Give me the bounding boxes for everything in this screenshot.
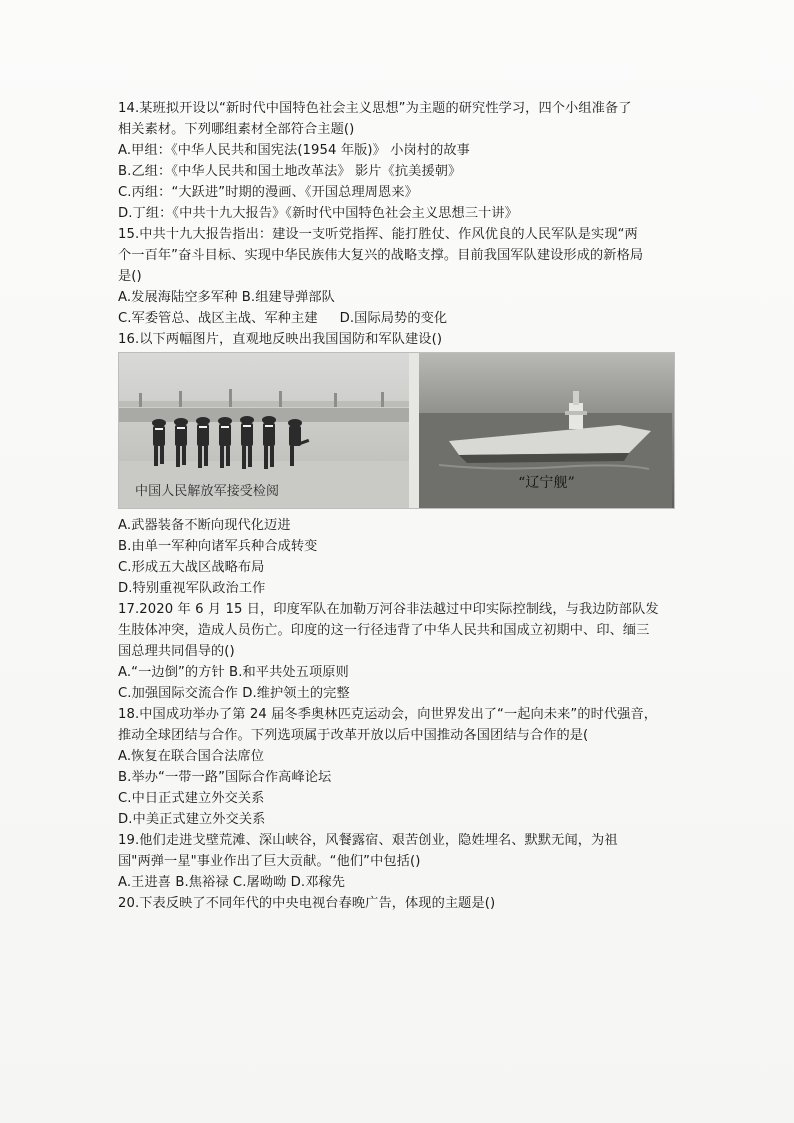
q14-option-a: A.甲组：《中华人民共和国宪法(1954 年版)》 小岗村的故事 bbox=[118, 143, 470, 158]
question-14 bbox=[118, 98, 678, 224]
q16-option-a: A.武器装备不断向现代化迈进 bbox=[118, 518, 291, 533]
q14-stem-line-2: 相关素材。下列哪组素材全部符合主题() bbox=[118, 122, 355, 137]
q16-stem: 16.以下两幅图片，直观地反映出我国国防和军队建设() bbox=[118, 332, 443, 347]
q18-stem-line-2: 推动全球团结与合作。下列选项属于改革开放以后中国推动各国团结与合作的是( bbox=[118, 728, 589, 743]
question-18 bbox=[118, 704, 678, 830]
q18-option-c: C.中日正式建立外交关系 bbox=[118, 791, 265, 806]
q18-option-b: B.举办“一带一路”国际合作高峰论坛 bbox=[118, 770, 332, 785]
q19-stem-line-1: 19.他们走进戈壁荒滩、深山峡谷，风餐露宿、艰苦创业，隐姓埋名、默默无闻，为祖 bbox=[118, 833, 618, 848]
q18-option-d: D.中美正式建立外交关系 bbox=[118, 812, 266, 827]
q14-option-c: C.丙组：“大跃进”时期的漫画、《开国总理周恩来》 bbox=[118, 185, 418, 200]
question-15 bbox=[118, 224, 678, 329]
q16-option-c: C.形成五大战区战略布局 bbox=[118, 560, 265, 575]
q15-option-c: C.军委管总、战区主战、军种主建 bbox=[118, 311, 318, 326]
question-list bbox=[118, 98, 678, 914]
q17-stem-line-3: 国总理共同倡导的() bbox=[118, 644, 235, 659]
aircraft-carrier-photo bbox=[419, 353, 674, 508]
q19-stem-line-2: 国"两弹一星"事业作出了巨大贡献。“他们”中包括() bbox=[118, 854, 421, 869]
question-20 bbox=[118, 893, 678, 914]
q15-stem-line-1: 15.中共十九大报告指出：建设一支听党指挥、能打胜仗、作风优良的人民军队是实现“两 bbox=[118, 227, 638, 242]
question-16 bbox=[118, 329, 678, 599]
carrier-caption: “辽宁舰” bbox=[518, 475, 575, 491]
q18-stem-line-1: 18.中国成功举办了第 24 届冬季奥林匹克运动会，向世界发出了“一起向未来”的时代强音， bbox=[118, 707, 658, 722]
q14-option-d: D.丁组：《中共十九大报告》《新时代中国特色社会主义思想三十讲》 bbox=[118, 206, 518, 221]
question-19 bbox=[118, 830, 678, 893]
q17-option-cd: C.加强国际交流合作 D.维护领土的完整 bbox=[118, 686, 350, 701]
q17-option-ab: A.“一边倒”的方针 B.和平共处五项原则 bbox=[118, 665, 349, 680]
q18-option-a: A.恢复在联合国合法席位 bbox=[118, 749, 265, 764]
q14-stem-line-1: 14.某班拟开设以“新时代中国特色社会主义思想”为主题的研究性学习，四个小组准备了 bbox=[118, 101, 632, 116]
parade-caption: 中国人民解放军接受检阅 bbox=[135, 484, 280, 499]
q15-stem-line-2: 个一百年”奋斗目标、实现中华民族伟大复兴的战略支撑。目前我国军队建设形成的新格局 bbox=[118, 248, 644, 263]
q16-option-b: B.由单一军种向诸军兵种合成转变 bbox=[118, 539, 318, 554]
question-17 bbox=[118, 599, 678, 704]
q15-option-ab: A.发展海陆空多军种 B.组建导弹部队 bbox=[118, 290, 335, 305]
q16-photo-pair bbox=[118, 352, 675, 509]
q16-option-d: D.特别重视军队政治工作 bbox=[118, 581, 266, 596]
parade-photo bbox=[119, 353, 419, 508]
q17-stem-line-2: 生肢体冲突，造成人员伤亡。印度的这一行径违背了中华人民共和国成立初期中、印、缅三 bbox=[118, 623, 650, 638]
q19-options: A.王进喜 B.焦裕禄 C.屠呦呦 D.邓稼先 bbox=[118, 875, 346, 890]
q14-option-b: B.乙组：《中华人民共和国土地改革法》 影片《抗美援朝》 bbox=[118, 164, 462, 179]
q17-stem-line-1: 17.2020 年 6 月 15 日，印度军队在加勒万河谷非法越过中印实际控制线，与我边防部队发 bbox=[118, 602, 659, 617]
q20-stem: 20.下表反映了不同年代的中央电视台春晚广告，体现的主题是() bbox=[118, 896, 496, 911]
q15-stem-line-3: 是() bbox=[118, 269, 142, 284]
q15-option-d: D.国际局势的变化 bbox=[339, 311, 448, 326]
q15-option-cd bbox=[118, 308, 678, 329]
